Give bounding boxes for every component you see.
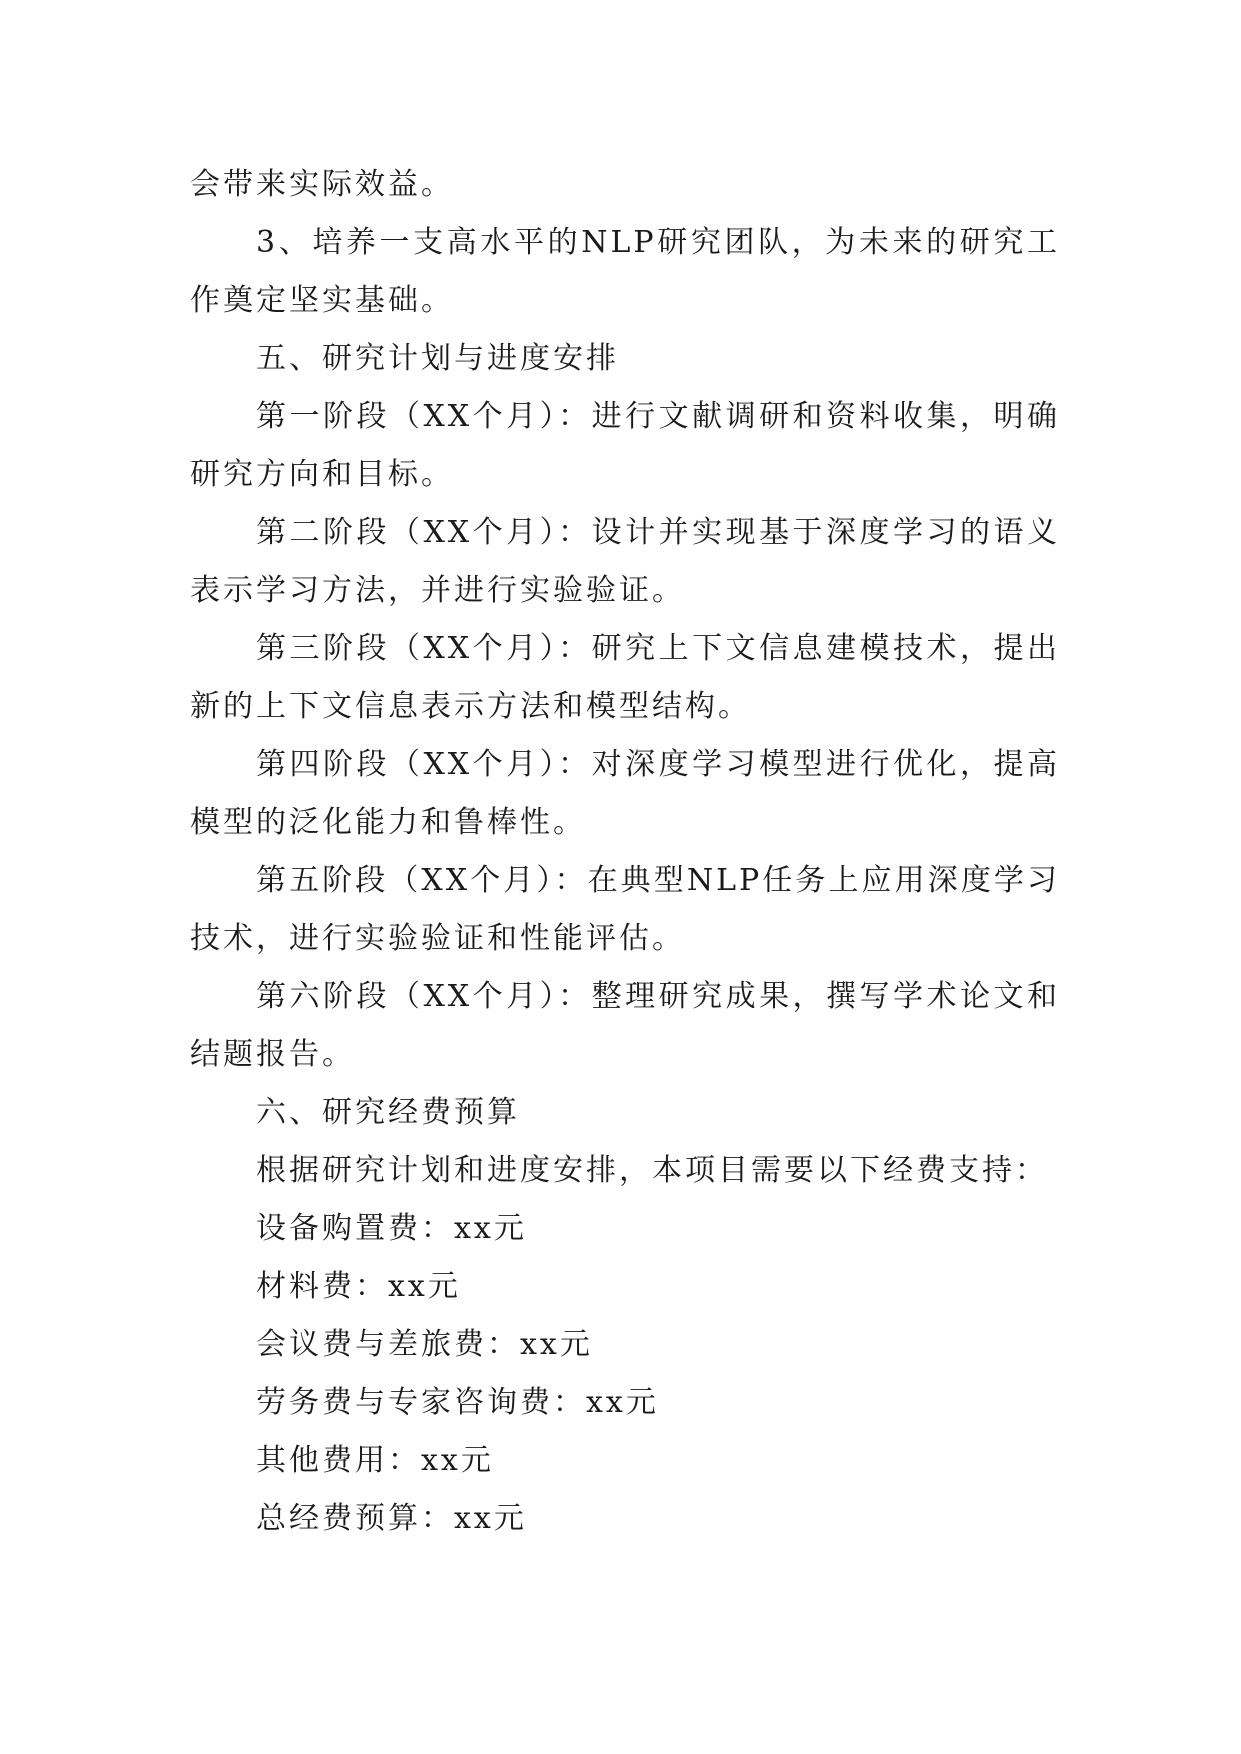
paragraph-objective-3: 3、培养一支高水平的NLP研究团队，为未来的研究工作奠定坚实基础。 [190, 225, 1060, 318]
paragraph-phase-3: 第三阶段（XX个月）：研究上下文信息建模技术，提出新的上下文信息表示方法和模型结构。 [190, 631, 1060, 724]
paragraph-phase-2: 第二阶段（XX个月）：设计并实现基于深度学习的语义表示学习方法，并进行实验验证。 [190, 515, 1060, 608]
paragraph-budget-intro: 根据研究计划和进度安排，本项目需要以下经费支持： [256, 1153, 1048, 1188]
section-heading-research-plan: 五、研究计划与进度安排 [256, 341, 619, 376]
paragraph-phase-4: 第四阶段（XX个月）：对深度学习模型进行优化，提高模型的泛化能力和鲁棒性。 [190, 747, 1060, 840]
paragraph-phase-6: 第六阶段（XX个月）：整理研究成果，撰写学术论文和结题报告。 [190, 979, 1060, 1072]
paragraph-phase-5: 第五阶段（XX个月）：在典型NLP任务上应用深度学习技术，进行实验验证和性能评估。 [190, 863, 1060, 956]
budget-item-other: 其他费用：xx元 [256, 1443, 494, 1478]
budget-item-meetings-travel: 会议费与差旅费：xx元 [256, 1327, 593, 1362]
paragraph-phase-1: 第一阶段（XX个月）：进行文献调研和资料收集，明确研究方向和目标。 [190, 399, 1060, 492]
paragraph-continuation: 会带来实际效益。 [190, 167, 454, 202]
budget-item-total: 总经费预算：xx元 [256, 1501, 527, 1536]
budget-item-materials: 材料费：xx元 [256, 1269, 461, 1304]
budget-item-equipment: 设备购置费：xx元 [256, 1211, 527, 1246]
document-body [190, 156, 1060, 1548]
budget-item-labor-consulting: 劳务费与专家咨询费：xx元 [256, 1385, 659, 1420]
section-heading-budget: 六、研究经费预算 [256, 1095, 520, 1130]
